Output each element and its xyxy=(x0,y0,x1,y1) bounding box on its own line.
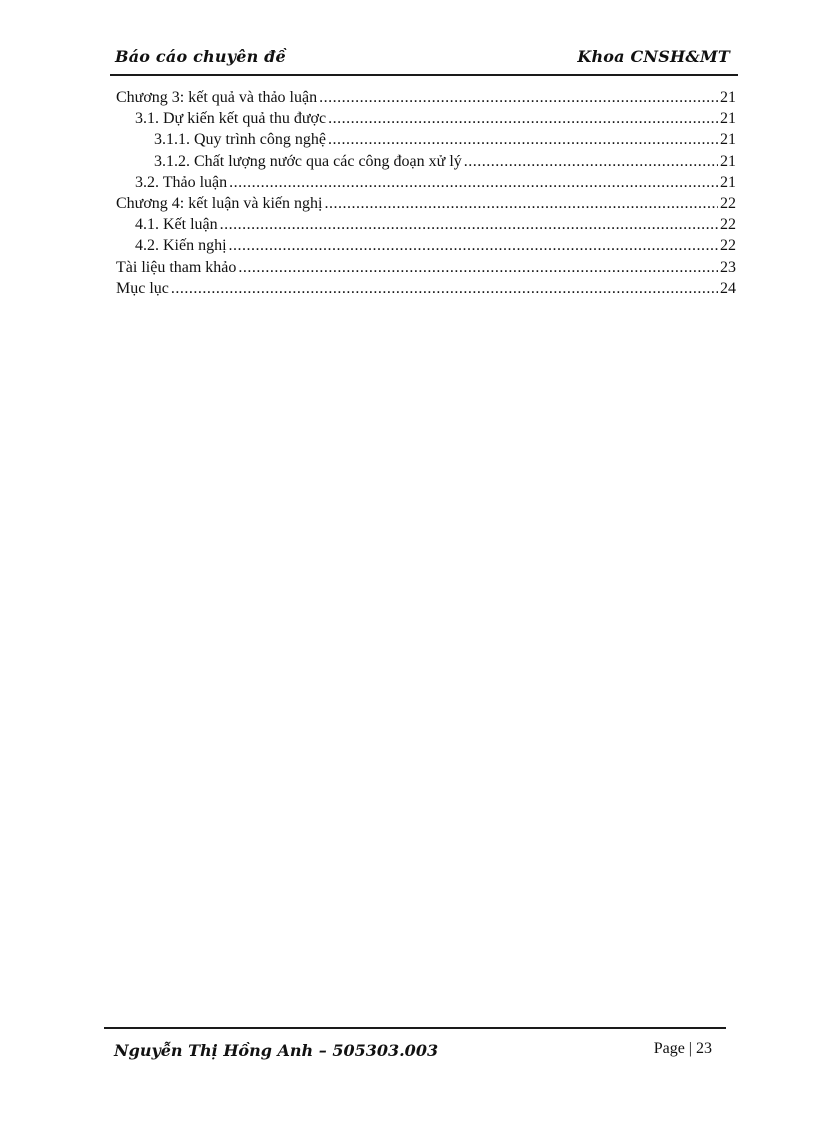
toc-leader-dots xyxy=(171,278,718,299)
toc-entry[interactable] xyxy=(116,193,736,214)
toc-entry-page: 21 xyxy=(720,110,736,128)
toc-entry-page: 22 xyxy=(720,237,736,255)
page-footer xyxy=(104,1027,726,1069)
toc-leader-dots xyxy=(328,129,718,150)
toc-leader-dots xyxy=(229,235,718,256)
toc-entry-title: Tài liệu tham khảo xyxy=(116,258,237,276)
table-of-contents xyxy=(116,87,736,299)
toc-entry-title: 4.2. Kiến nghị xyxy=(135,237,227,255)
toc-entry[interactable] xyxy=(116,172,736,193)
toc-entry-title: 3.1.2. Chất lượng nước qua các công đoạn xử lý xyxy=(154,152,462,170)
toc-leader-dots xyxy=(238,257,718,278)
header-report-title: Báo cáo chuyên đề xyxy=(115,47,286,66)
toc-entry[interactable] xyxy=(116,214,736,235)
toc-leader-dots xyxy=(220,214,718,235)
toc-entry-title: 4.1. Kết luận xyxy=(135,216,218,234)
header-faculty: Khoa CNSH&MT xyxy=(577,47,730,66)
toc-entry-title: 3.2. Thảo luận xyxy=(135,173,228,191)
footer-page-number: Page | 23 xyxy=(653,1040,712,1057)
toc-entry-page: 22 xyxy=(720,194,736,212)
toc-entry[interactable] xyxy=(116,257,736,278)
toc-entry-title: Chương 4: kết luận và kiến nghị xyxy=(116,194,323,212)
toc-entry-page: 21 xyxy=(720,89,736,106)
toc-entry-page: 21 xyxy=(720,131,736,149)
toc-entry[interactable] xyxy=(116,129,736,150)
toc-entry-page: 21 xyxy=(720,173,736,191)
toc-entry[interactable] xyxy=(116,151,736,172)
toc-entry-title: Mục lục xyxy=(116,279,169,297)
toc-entry-page: 24 xyxy=(720,279,736,297)
toc-leader-dots xyxy=(328,108,718,129)
toc-leader-dots xyxy=(319,87,718,108)
page-header xyxy=(110,44,738,76)
toc-entry-title: 3.1.1. Quy trình công nghệ xyxy=(154,131,326,149)
toc-leader-dots xyxy=(229,172,718,193)
toc-entry-page: 22 xyxy=(720,216,736,234)
toc-entry[interactable] xyxy=(116,278,736,299)
toc-entry-page: 23 xyxy=(720,258,736,276)
footer-author: Nguyễn Thị Hồng Anh – 505303.003 xyxy=(114,1041,439,1060)
toc-entry[interactable] xyxy=(116,108,736,129)
toc-leader-dots xyxy=(464,151,718,172)
toc-entry[interactable] xyxy=(116,87,736,108)
toc-entry-page: 21 xyxy=(720,152,736,170)
toc-entry-title: Chương 3: kết quả và thảo luận xyxy=(116,89,318,106)
toc-entry[interactable] xyxy=(116,235,736,256)
toc-entry-title: 3.1. Dự kiến kết quả thu được xyxy=(135,110,327,128)
toc-leader-dots xyxy=(324,193,718,214)
